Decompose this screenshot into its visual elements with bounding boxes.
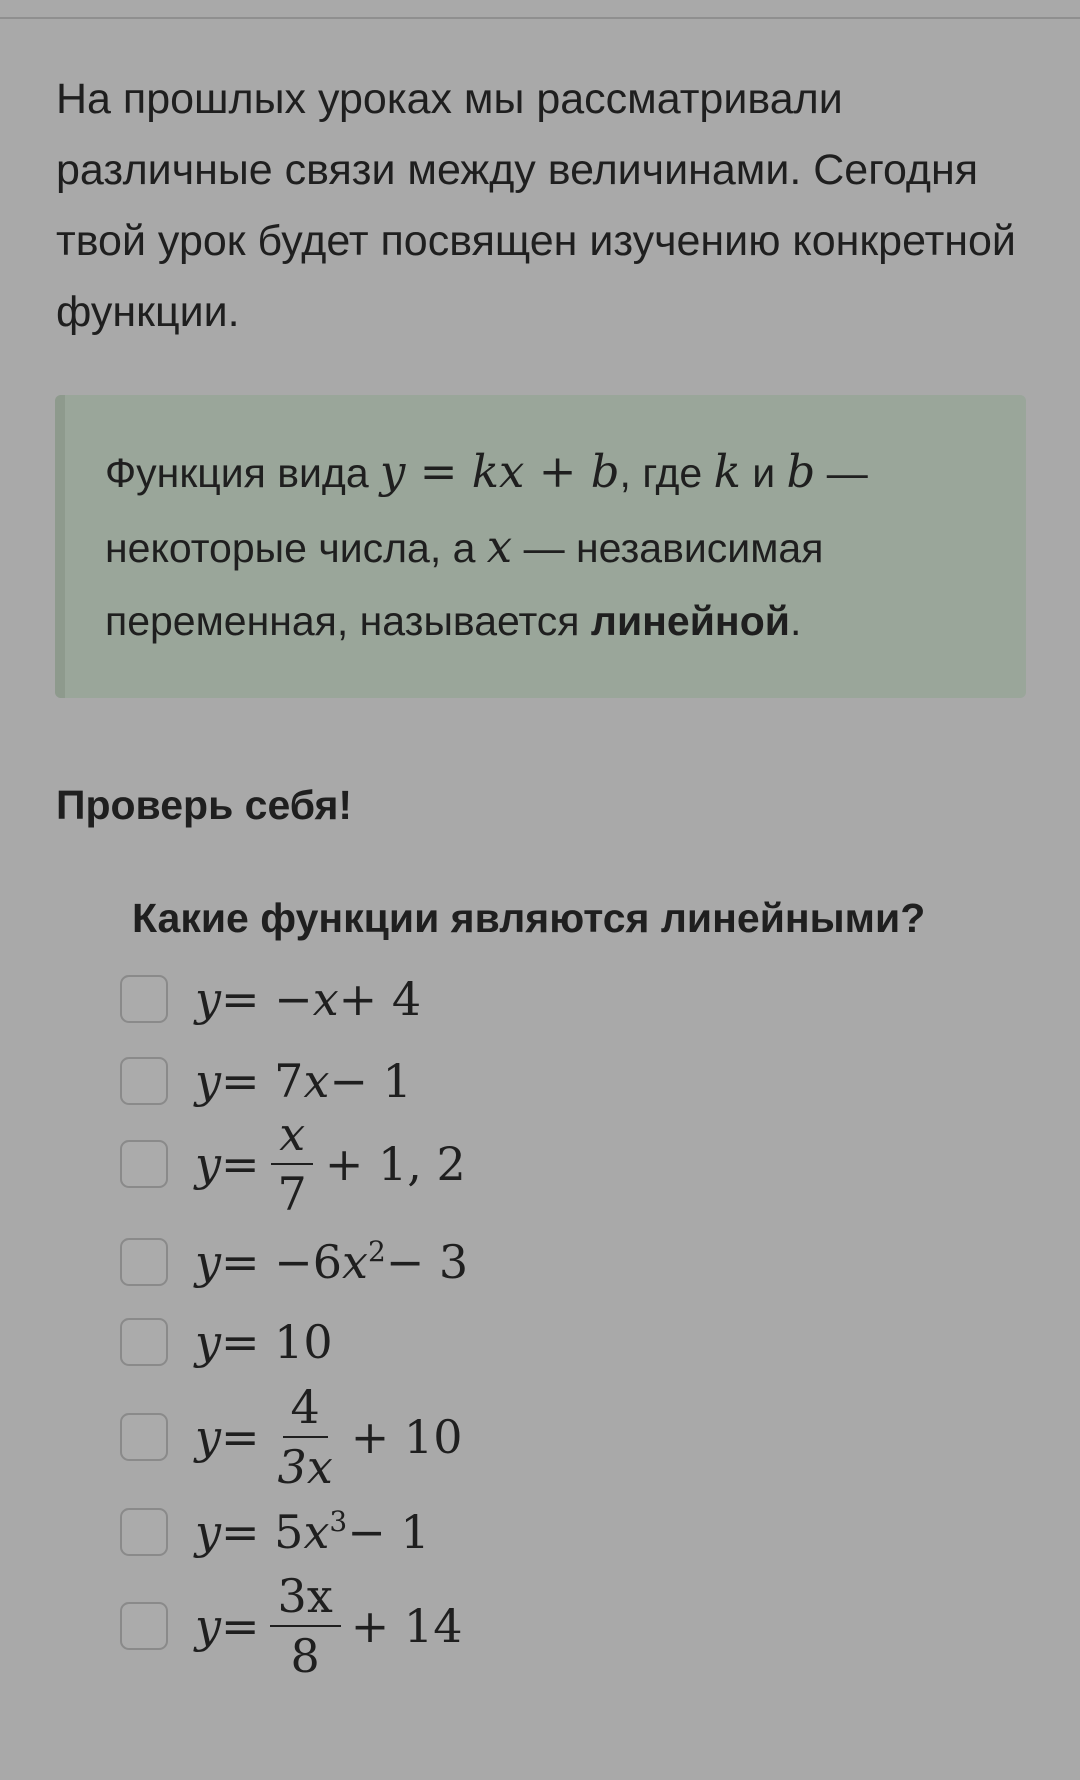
formula-part: x bbox=[303, 1054, 330, 1108]
definition-text-part: и bbox=[740, 450, 787, 496]
option-formula bbox=[195, 1235, 469, 1289]
formula-part: y bbox=[195, 972, 221, 1026]
formula-part: = bbox=[221, 1599, 260, 1653]
formula-part: + 14 bbox=[350, 1599, 463, 1653]
quiz-question: Какие функции являются линейными? bbox=[132, 895, 926, 941]
formula-part: = 7 bbox=[221, 1054, 304, 1108]
definition-text-part: . bbox=[789, 598, 802, 644]
formula-part: y bbox=[195, 1599, 221, 1653]
definition-text-part: Функция вида bbox=[105, 450, 381, 496]
fraction-denominator: 7 bbox=[277, 1167, 307, 1221]
option-checkbox[interactable] bbox=[120, 1602, 168, 1650]
formula-part: y bbox=[195, 1315, 221, 1369]
definition-box bbox=[55, 395, 1026, 698]
section-title: Проверь себя! bbox=[56, 782, 353, 828]
formula-part: + 10 bbox=[350, 1410, 463, 1464]
option-formula bbox=[195, 1569, 463, 1683]
option-formula bbox=[195, 1505, 430, 1559]
fraction-numerator: 4 bbox=[283, 1384, 328, 1438]
formula-part: y bbox=[195, 1137, 221, 1191]
option-formula bbox=[195, 1315, 333, 1369]
formula-part: = bbox=[221, 1137, 260, 1191]
definition-var-x: x bbox=[486, 520, 513, 573]
formula-part: = −6 bbox=[221, 1235, 342, 1289]
formula-part: = 5 bbox=[221, 1505, 304, 1559]
option-checkbox[interactable] bbox=[120, 975, 168, 1023]
formula-part: − 1 bbox=[347, 1505, 430, 1559]
formula-part: y bbox=[195, 1235, 221, 1289]
option-checkbox[interactable] bbox=[120, 1318, 168, 1366]
formula-part: x bbox=[312, 972, 339, 1026]
formula-part: y bbox=[195, 1410, 221, 1464]
intro-paragraph: На прошлых уроках мы рассматривали различные связи между величинами. Сегодня твой урок будет посвящен изучению конкретной функции. bbox=[56, 75, 1016, 336]
top-divider bbox=[0, 17, 1080, 19]
formula-fraction bbox=[270, 1107, 315, 1221]
definition-var-k: k bbox=[713, 445, 741, 498]
option-checkbox[interactable] bbox=[120, 1508, 168, 1556]
option-formula bbox=[195, 1054, 412, 1108]
option-checkbox[interactable] bbox=[120, 1057, 168, 1105]
definition-term: линейной bbox=[590, 598, 790, 644]
formula-part: x bbox=[303, 1505, 330, 1559]
definition-text-part: , где bbox=[619, 450, 714, 496]
definition-text-part: — некоторые числа, а bbox=[105, 450, 868, 571]
fraction-numerator: x bbox=[271, 1111, 313, 1165]
definition-accent-bar bbox=[55, 395, 65, 698]
formula-fraction bbox=[270, 1569, 341, 1683]
formula-part: = bbox=[221, 1410, 260, 1464]
formula-part: = 10 bbox=[221, 1315, 333, 1369]
formula-part: + 1, 2 bbox=[324, 1137, 466, 1191]
fraction-numerator: 3x bbox=[270, 1573, 341, 1627]
fraction-denominator: 3x bbox=[277, 1440, 333, 1494]
formula-exponent: 2 bbox=[367, 1235, 386, 1268]
formula-part: − 3 bbox=[385, 1235, 469, 1289]
definition-text-part: — независимая переменная, называется bbox=[105, 525, 824, 644]
formula-part: x bbox=[341, 1235, 368, 1289]
formula-part: y bbox=[195, 1505, 221, 1559]
definition-formula: y = kx + b bbox=[380, 445, 620, 498]
fraction-denominator: 8 bbox=[290, 1629, 320, 1683]
definition-text bbox=[105, 435, 985, 658]
option-checkbox[interactable] bbox=[120, 1140, 168, 1188]
option-formula bbox=[195, 972, 422, 1026]
option-checkbox[interactable] bbox=[120, 1413, 168, 1461]
option-formula bbox=[195, 1107, 466, 1221]
formula-fraction bbox=[270, 1380, 341, 1494]
formula-part: y bbox=[195, 1054, 221, 1108]
formula-part: + 4 bbox=[338, 972, 422, 1026]
formula-exponent: 3 bbox=[329, 1505, 348, 1538]
formula-part: − 1 bbox=[329, 1054, 412, 1108]
option-formula bbox=[195, 1380, 463, 1494]
option-checkbox[interactable] bbox=[120, 1238, 168, 1286]
definition-var-b: b bbox=[786, 445, 816, 498]
formula-part: = − bbox=[221, 972, 313, 1026]
